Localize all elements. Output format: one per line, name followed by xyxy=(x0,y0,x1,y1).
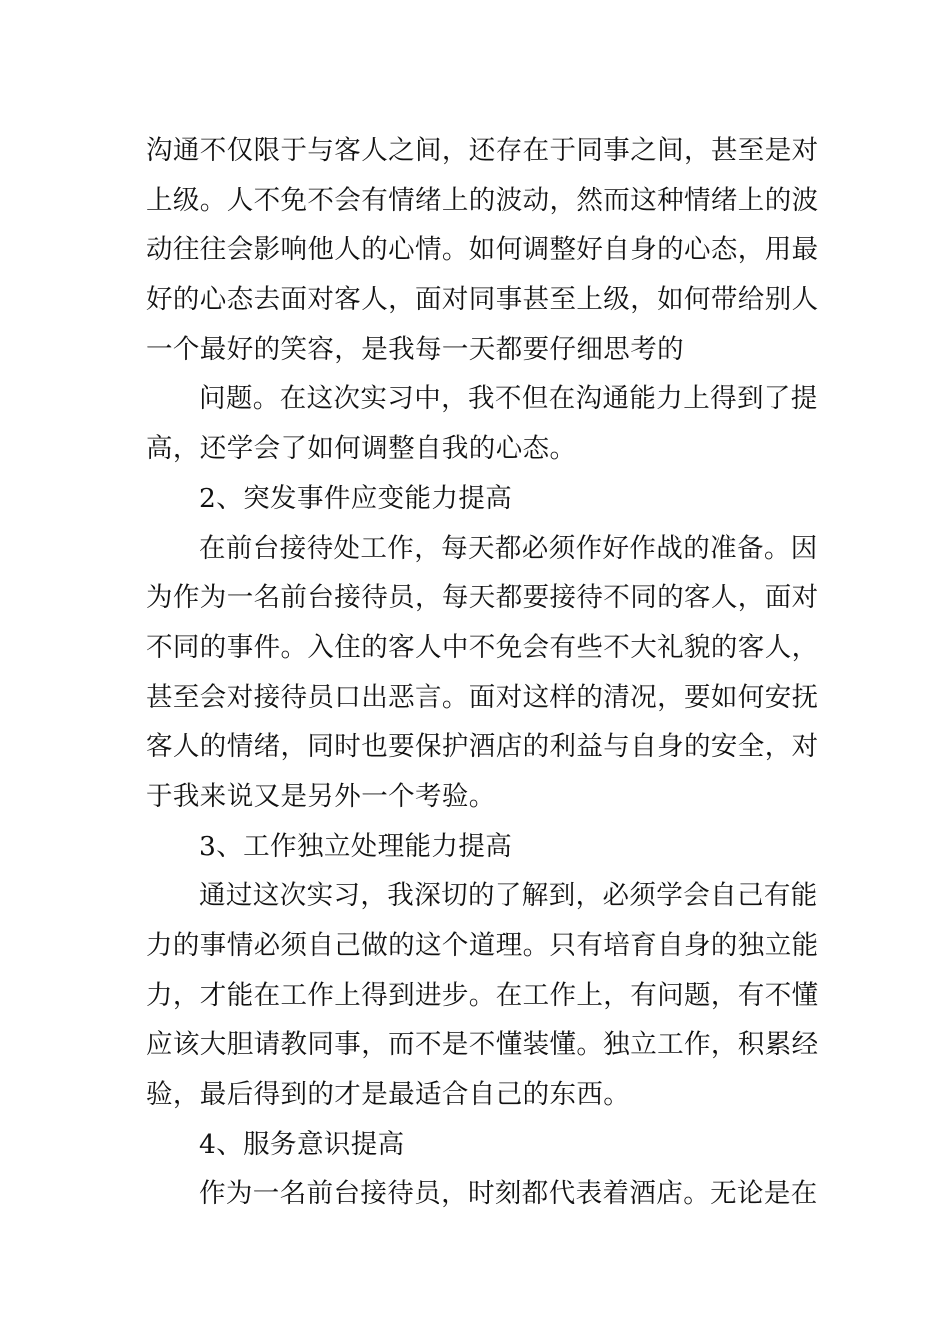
text-line: 甚至会对接待员口出恶言。面对这样的清况，要如何安抚 xyxy=(146,681,819,713)
text-line: 通过这次实习，我深切的了解到，必须学会自己有能 xyxy=(199,880,818,912)
text-line: 力的事情必须自己做的这个道理。只有培育自身的独立能 xyxy=(146,930,819,961)
section-heading: 4、服务意识提高 xyxy=(199,1128,405,1160)
text-line: 于我来说又是另外一个考验。 xyxy=(146,780,496,812)
text-line: 力，才能在工作上得到进步。在工作上，有问题，有不懂 xyxy=(146,979,819,1011)
text-line: 好的心态去面对客人，面对同事甚至上级，如何带给别人 xyxy=(146,284,819,316)
text-line: 一个最好的笑容，是我每一天都要仔细思考的 xyxy=(146,333,684,365)
text-line: 在前台接待处工作，每天都必须作好作战的准备。因 xyxy=(199,532,818,564)
body-text xyxy=(146,126,819,1219)
text-line: 不同的事件。入住的客人中不免会有些不大礼貌的客人， xyxy=(146,631,819,663)
text-line: 应该大胆请教同事，而不是不懂装懂。独立工作，积累经 xyxy=(146,1029,819,1061)
text-line: 上级。人不免不会有情绪上的波动，然而这种情绪上的波 xyxy=(146,184,819,216)
text-line: 为作为一名前台接待员，每天都要接待不同的客人，面对 xyxy=(146,582,819,614)
text-line: 客人的情绪，同时也要保护酒店的利益与自身的安全，对 xyxy=(146,731,819,763)
text-line: 高，还学会了如何调整自我的心态。 xyxy=(146,433,577,465)
text-line: 动往往会影响他人的心情。如何调整好自身的心态，用最 xyxy=(146,234,819,266)
text-line: 问题。在这次实习中，我不但在沟通能力上得到了提 xyxy=(199,383,818,415)
section-heading: 3、工作独立处理能力提高 xyxy=(199,830,513,862)
text-line: 验，最后得到的才是最适合自己的东西。 xyxy=(146,1079,631,1111)
text-line: 作为一名前台接待员，时刻都代表着酒店。无论是在 xyxy=(199,1178,818,1210)
text-line: 沟通不仅限于与客人之间，还存在于同事之间，甚至是对 xyxy=(146,135,819,166)
section-heading: 2、突发事件应变能力提高 xyxy=(199,482,513,514)
